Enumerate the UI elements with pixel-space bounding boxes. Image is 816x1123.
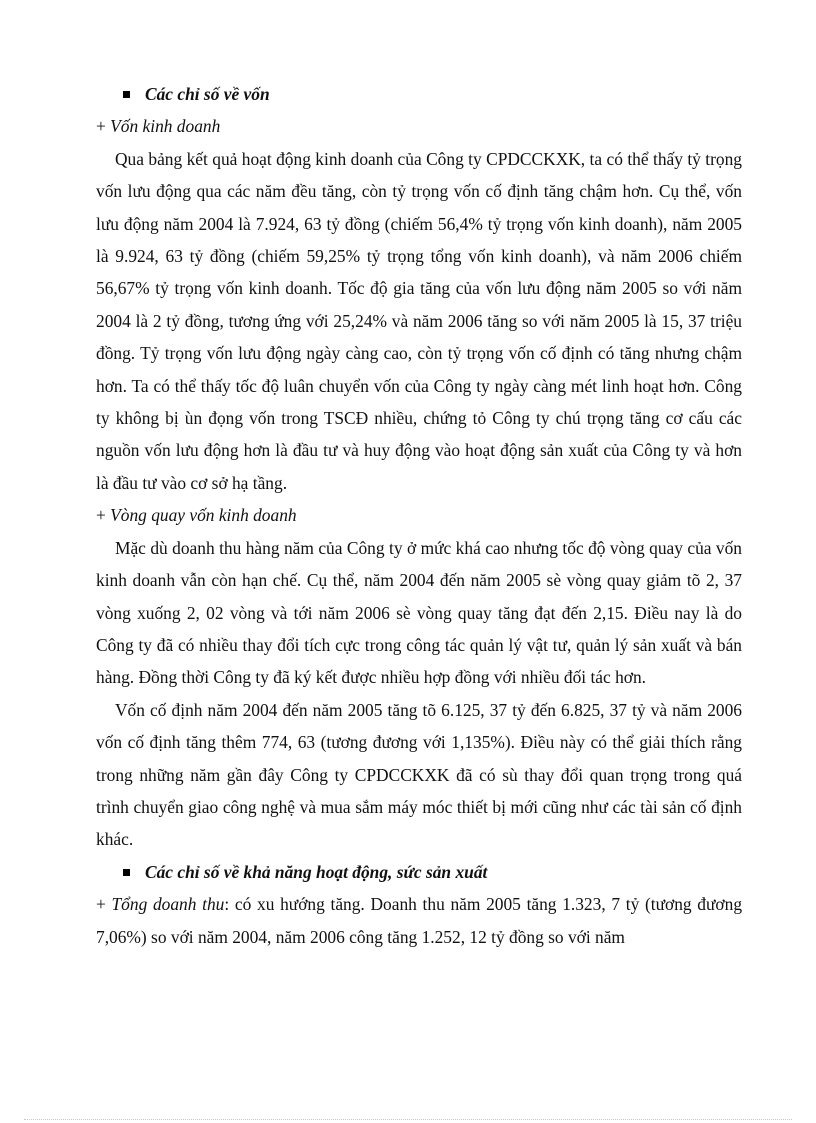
section-heading-capital-text: Các chỉ số về vốn [145, 84, 270, 104]
square-bullet-icon [123, 869, 130, 876]
square-bullet-icon [123, 91, 130, 98]
total-revenue-label: Tổng doanh thu [111, 894, 225, 915]
paragraph-business-capital: Qua bảng kết quả hoạt động kinh doanh của Công ty CPDCCKXK, ta có thể thấy tỷ trọng vốn lưu động qua các năm đều tăng, còn tỷ trọng vốn cố định tăng chậm hơn. Cụ thể, vốn lưu động năm 2004 là 7.924, 63 tỷ đồng (chiếm 56,4% tỷ trọng vốn kinh doanh), năm 2005 là 9.924, 63 tỷ đồng (chiếm 59,25% tỷ trọng tổng vốn kinh doanh), và năm 2006 chiếm 56,67% tỷ trọng vốn kinh doanh. Tốc độ gia tăng của vốn lưu động năm 2005 so với năm 2004 là 2 tỷ đồng, tương ứng với 25,24% và năm 2006 tăng so với năm 2005 là 15, 37 triệu đồng. Tỷ trọng vốn lưu động ngày càng cao, còn tỷ trọng vốn cố định có tăng nhưng chậm hơn. Ta có thể thấy tốc độ luân chuyển vốn của Công ty ngày càng mét linh hoạt hơn. Công ty không bị ùn đọng vốn trong TSCĐ nhiều, chứng tỏ Công ty chú trọng tăng cơ cấu các nguồn vốn lưu động hơn là đầu tư và huy động vào hoạt động sản xuất của Công ty và hơn là đầu tư vào cơ sở hạ tầng. [96, 148, 742, 493]
plus-marker: + [96, 116, 111, 137]
section-heading-capital [96, 78, 742, 110]
paragraph-capital-turnover: Mặc dù doanh thu hàng năm của Công ty ở mức khá cao nhưng tốc độ vòng quay của vốn kinh doanh vẫn còn hạn chế. Cụ thể, năm 2004 đến năm 2005 sè vòng quay giảm tõ 2, 37 vòng xuống 2, 02 vòng và tới năm 2006 sè vòng quay tăng đạt đến 2,15. Điều nay là do Công ty đã có nhiều thay đổi tích cực trong công tác quản lý vật tư, quản lý sản xuất và bán hàng. Đồng thời Công ty đã ký kết được nhiều hợp đồng với nhiều đối tác hơn. [96, 537, 742, 688]
plus-marker: + [96, 505, 111, 526]
page-bottom-dotted-rule [24, 1119, 792, 1120]
plus-marker: + [96, 894, 112, 915]
subheading-capital-turnover-text: Vòng quay vốn kinh doanh [110, 505, 297, 526]
total-revenue-text: : có xu hướng tăng. Doanh thu năm 2005 tăng 1.323, 7 tỷ (tương đương 7,06%) so với năm 2004, năm 2006 công tăng 1.252, 12 tỷ đồng so với năm [96, 894, 743, 947]
paragraph-fixed-capital: Vốn cố định năm 2004 đến năm 2005 tăng tõ 6.125, 37 tỷ đến 6.825, 37 tỷ và năm 2006 vốn cố định tăng thêm 774, 63 (tương đương với 1,135%). Điều này có thể giải thích rằng trong những năm gần đây Công ty CPDCCKXK đã có sù thay đổi quan trọng trong quá trình chuyển giao công nghệ và mua sắm máy móc thiết bị mới cũng như các tài sản cố định khác. [96, 699, 742, 850]
section-heading-operating-capacity [96, 856, 742, 888]
subheading-business-capital [96, 110, 742, 142]
subheading-capital-turnover [96, 499, 742, 531]
section-heading-operating-capacity-text: Các chỉ số về khả năng hoạt động, sức sản xuất [145, 861, 488, 882]
subheading-business-capital-text: Vốn kinh doanh [110, 116, 221, 137]
paragraph-total-revenue [96, 888, 742, 953]
document-body [96, 78, 742, 953]
